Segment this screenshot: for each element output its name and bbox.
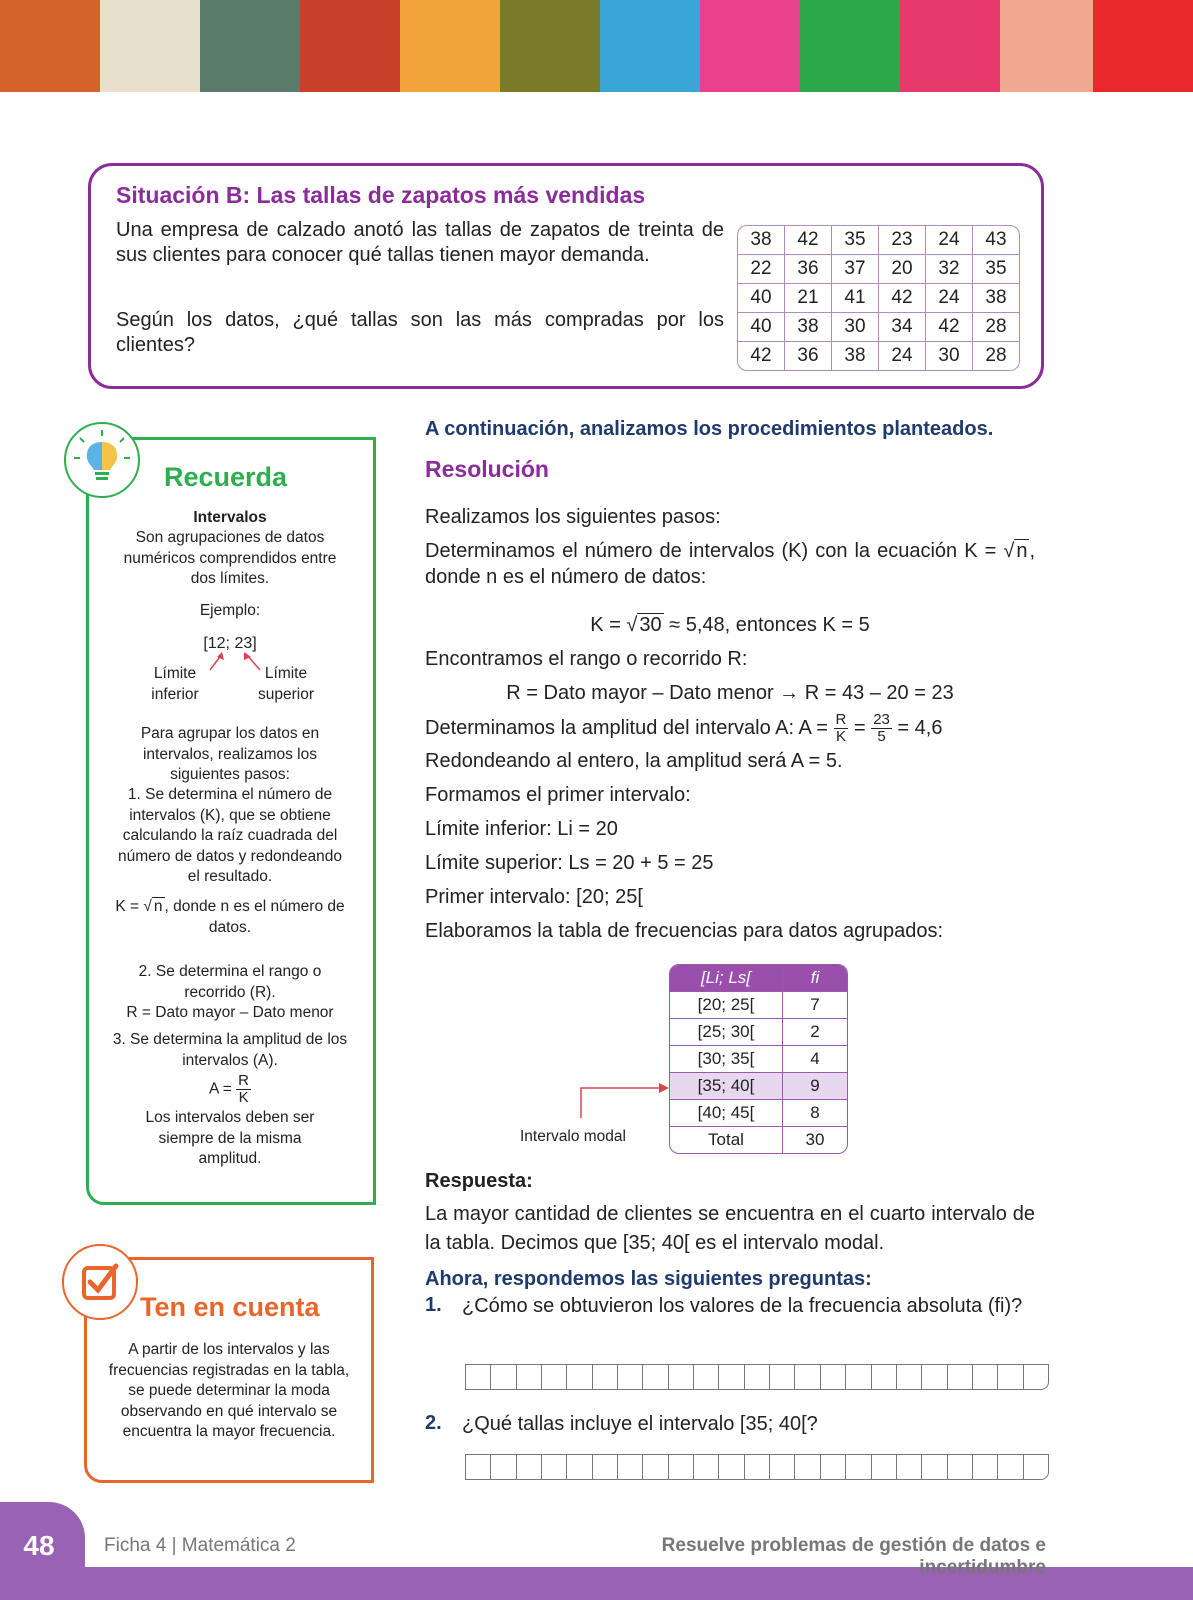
table-cell: 35 <box>973 255 1019 284</box>
table-row <box>738 313 1019 342</box>
answer-text: La mayor cantidad de clientes se encuentra en el cuarto intervalo de la tabla. Decimos que [35; 40[ es el intervalo modal. <box>425 1203 1035 1254</box>
table-cell: 34 <box>879 313 926 342</box>
frac-num: R <box>835 711 847 728</box>
questions-intro: Ahora, respondemos las siguientes preguntas: <box>425 1268 872 1290</box>
step3-lhs: A = <box>209 1080 232 1098</box>
table-cell: 40 <box>738 284 785 313</box>
table-row <box>670 992 847 1019</box>
answer-field-2[interactable] <box>465 1454 1049 1480</box>
step-2-formula: R = Dato mayor – Dato menor <box>126 1004 334 1021</box>
step-3-formula <box>150 1073 310 1106</box>
banner-stripe <box>400 0 500 92</box>
answer-field-1[interactable] <box>465 1364 1049 1390</box>
ten-en-cuenta-title: Ten en cuenta <box>140 1292 320 1322</box>
question-1: ¿Cómo se obtuvieron los valores de la frecuencia absoluta (fi)? <box>462 1295 1023 1317</box>
frequency-cell: 7 <box>783 992 847 1019</box>
step3-num: R <box>238 1072 249 1089</box>
table-cell: 21 <box>785 284 832 313</box>
table-cell: 23 <box>879 226 926 255</box>
modal-arrow-icon <box>575 1080 675 1120</box>
frequency-cell: 4 <box>783 1046 847 1073</box>
p2b: , donde n es el número de datos: <box>425 540 1035 588</box>
intro-text: A continuación, analizamos los procedimientos planteados. <box>425 418 994 440</box>
table-cell: 38 <box>738 226 785 255</box>
table-cell: 43 <box>973 226 1019 255</box>
intervalos-heading: Intervalos <box>193 509 267 526</box>
lower-limit-label: Límite inferior <box>151 665 199 703</box>
table-row <box>738 226 1019 255</box>
step-text: Límite inferior: Li = 20 <box>425 818 618 840</box>
header-frequency: fi <box>783 965 847 992</box>
situation-question: Según los datos, ¿qué tallas son las más compradas por los clientes? <box>116 309 724 356</box>
data-table <box>737 225 1020 371</box>
p2-radicand: n <box>1016 540 1028 562</box>
table-cell: 24 <box>879 342 926 370</box>
step-text: Realizamos los siguientes pasos: <box>425 506 721 528</box>
step-text: Encontramos el rango o recorrido R: <box>425 648 748 670</box>
example-interval: [12; 23] <box>203 635 257 652</box>
example-label: Ejemplo: <box>199 602 261 619</box>
frequency-cell: 8 <box>783 1100 847 1127</box>
brain-lightbulb-icon <box>64 422 140 498</box>
interval-cell: [30; 35[ <box>670 1046 783 1073</box>
eq1b: ≈ 5,48, entonces K = 5 <box>663 614 870 636</box>
frequency-cell: 9 <box>783 1073 847 1100</box>
step-1: 1. Se determina el número de intervalos (K), que se obtiene calculando la raíz cuadrada del número de datos y redondeando el resultado. <box>117 786 343 885</box>
table-cell: 20 <box>879 255 926 284</box>
interval-cell: [20; 25[ <box>670 992 783 1019</box>
table-cell: 24 <box>926 226 973 255</box>
table-row <box>670 1100 847 1127</box>
table-cell: 28 <box>985 345 1007 366</box>
banner-stripe <box>700 0 800 92</box>
modal-row <box>670 1073 847 1100</box>
banner-stripe <box>100 0 200 92</box>
table-cell: 38 <box>973 284 1019 313</box>
table-cell: 42 <box>785 226 832 255</box>
step3-den: K <box>238 1089 249 1106</box>
table-cell: 37 <box>832 255 879 284</box>
table-cell: 36 <box>785 255 832 284</box>
banner-stripe <box>900 0 1000 92</box>
table-cell: 38 <box>832 342 879 370</box>
p4b: = 4,6 <box>891 716 943 739</box>
table-cell: 42 <box>738 342 785 370</box>
question-number: 2. <box>425 1412 442 1434</box>
table-cell: 42 <box>879 284 926 313</box>
frequency-cell: 2 <box>783 1019 847 1046</box>
situation-text: Una empresa de calzado anotó las tallas de zapatos de treinta de sus clientes para conocer qué tallas tienen mayor demanda. <box>116 219 724 266</box>
interval-cell: [35; 40[ <box>670 1073 783 1100</box>
table-cell: 30 <box>832 313 879 342</box>
table-cell: 40 <box>738 313 785 342</box>
p2a: Determinamos el número de intervalos (K) con la ecuación K = <box>425 540 1004 562</box>
banner-stripe <box>1000 0 1093 92</box>
table-cell: 35 <box>832 226 879 255</box>
answer-label: Respuesta: <box>425 1170 533 1192</box>
total-value: 30 <box>805 1130 825 1149</box>
step1-formula-post: , donde n es el número de datos. <box>164 898 345 936</box>
table-row <box>738 284 1019 313</box>
banner-stripe <box>500 0 600 92</box>
frac-den: 5 <box>877 728 886 745</box>
frequency-table <box>669 964 848 1154</box>
amplitude-note: Los intervalos deben ser siempre de la misma amplitud. <box>145 1109 315 1167</box>
situation-title: Situación B: Las tallas de zapatos más vendidas <box>116 182 646 208</box>
table-cell: 38 <box>785 313 832 342</box>
recuerda-title: Recuerda <box>164 462 288 492</box>
table-cell: 22 <box>738 255 785 284</box>
step1-formula-pre: K = <box>115 898 144 915</box>
banner-stripe <box>800 0 900 92</box>
equation-r: R = Dato mayor – Dato menor → R = 43 – 20 = 23 <box>506 682 954 704</box>
step-2: 2. Se determina el rango o recorrido (R). <box>138 963 322 1001</box>
footer-right-text: Resuelve problemas de gestión de datos e incertidumbre <box>661 1535 1046 1578</box>
table-row <box>670 1046 847 1073</box>
page-number: 48 <box>23 1530 55 1561</box>
banner-stripe <box>600 0 700 92</box>
table-cell: 28 <box>973 313 1019 342</box>
frac-den: K <box>835 728 846 745</box>
step-text: Redondeando al entero, la amplitud será A = 5. <box>425 750 843 772</box>
header-interval: [Li; Ls[ <box>670 965 783 992</box>
step-text: Límite superior: Ls = 20 + 5 = 25 <box>425 852 714 874</box>
table-cell: 36 <box>785 342 832 370</box>
equation-k: K = √ 30 ≈ 5,48, entonces K = 5 <box>590 614 870 636</box>
table-row <box>670 1019 847 1046</box>
checkbox-icon <box>62 1244 138 1320</box>
step-text: Primer intervalo: [20; 25[ <box>425 886 643 908</box>
banner-stripe <box>0 0 100 92</box>
resolucion-heading: Resolución <box>425 456 549 482</box>
intervalos-definition: Son agrupaciones de datos numéricos comprendidos entre dos límites. <box>123 529 337 587</box>
total-row <box>670 1127 847 1153</box>
interval-cell: [40; 45[ <box>670 1100 783 1127</box>
step-text: Elaboramos la tabla de frecuencias para datos agrupados: <box>425 920 944 942</box>
banner-stripe <box>200 0 300 92</box>
table-cell: 32 <box>926 255 973 284</box>
table-cell: 24 <box>926 284 973 313</box>
decorative-banner <box>0 0 1193 92</box>
p4a: Determinamos la amplitud del intervalo A: A = <box>425 716 834 739</box>
footer-left-text: Ficha 4 | Matemática 2 <box>104 1535 296 1556</box>
table-header-row <box>670 965 847 992</box>
banner-stripe <box>1093 0 1193 92</box>
question-number: 1. <box>425 1294 442 1316</box>
step1-radicand: n <box>153 898 163 915</box>
steps-intro: Para agrupar los datos en intervalos, realizamos los siguientes pasos: <box>140 725 320 783</box>
step-text: Formamos el primer intervalo: <box>425 784 691 806</box>
amplitude-equation <box>425 712 1035 745</box>
fraction <box>236 1073 251 1106</box>
ten-en-cuenta-text: A partir de los intervalos y las frecuencias registradas en la tabla, se puede determinar la moda observando en qué intervalo se encuentra la mayor frecuencia. <box>108 1341 350 1440</box>
fraction <box>834 712 849 745</box>
eq1-radicand: 30 <box>639 614 662 636</box>
step-text: Determinamos el número de intervalos (K) con la ecuación K = √ n , donde n es el número de datos: <box>425 540 1035 588</box>
modal-label: Intervalo modal <box>520 1128 626 1145</box>
step-3: 3. Se determina la amplitud de los intervalos (A). <box>112 1031 348 1069</box>
banner-stripe <box>300 0 400 92</box>
frac-num: 23 <box>873 711 890 728</box>
question-2: ¿Qué tallas incluye el intervalo [35; 40[? <box>462 1413 818 1435</box>
table-cell: 41 <box>832 284 879 313</box>
table-row <box>738 255 1019 284</box>
table-cell: 42 <box>926 313 973 342</box>
fraction <box>871 712 892 745</box>
eq1a: K = <box>590 614 627 636</box>
table-row <box>738 342 1019 370</box>
table-cell: 30 <box>926 342 973 370</box>
interval-cell: [25; 30[ <box>670 1019 783 1046</box>
p4mid: = <box>848 716 872 739</box>
upper-limit-label: Límite superior <box>258 665 314 703</box>
step-1-formula: K = √ n , donde n es el número de datos. <box>115 898 345 936</box>
total-label: Total <box>670 1127 783 1153</box>
